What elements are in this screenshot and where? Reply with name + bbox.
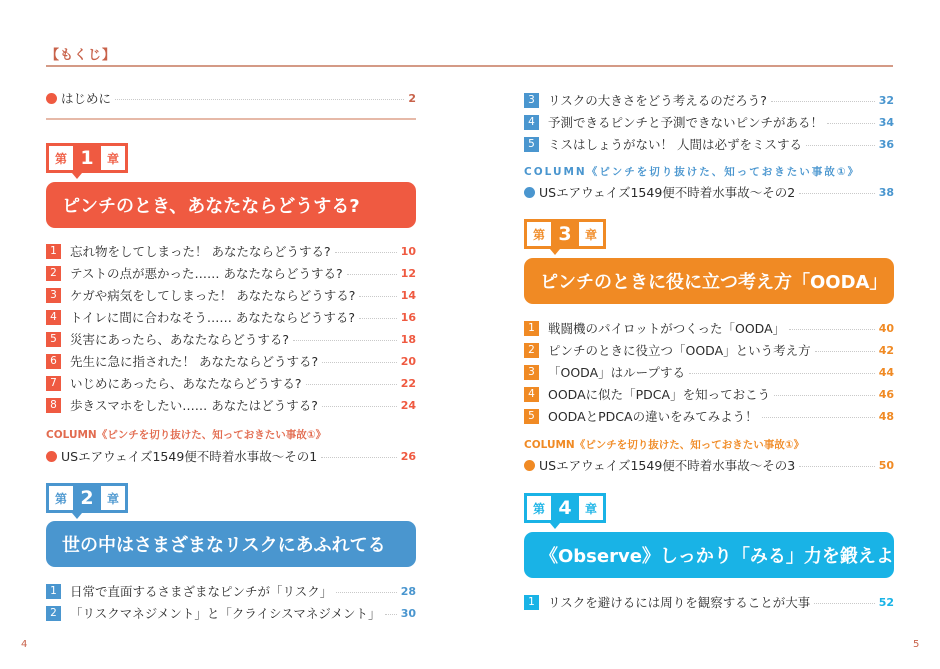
page-folio-right: 5 [913, 639, 920, 650]
dot-leader [789, 329, 875, 330]
entry-label: 「リスクマネジメント」と「クライシスマネジメント」 [70, 606, 381, 621]
item-number: 1 [524, 321, 539, 336]
chapter-suffix: 章 [101, 146, 125, 170]
page-number: 32 [878, 93, 894, 107]
entry-label: はじめに [61, 91, 112, 106]
entry-label: 歩きスマホをしたい…… あなたはどうする? [70, 398, 318, 413]
badge-pointer-icon [72, 173, 82, 179]
page-number: 14 [400, 288, 416, 302]
toc-entry[interactable] [46, 285, 416, 305]
dot-leader [335, 252, 397, 253]
page-number: 28 [400, 584, 416, 598]
chapter-2-title[interactable]: 世の中はさまざまなリスクにあふれてる [46, 521, 416, 567]
entry-label: USエアウェイズ1549便不時着水事故〜その3 [539, 458, 796, 473]
entry-label: いじめにあったら、あなたならどうする? [70, 376, 302, 391]
entry-label: 「OODA」はループする [548, 365, 686, 380]
dot-leader [336, 592, 396, 593]
chapter-prefix: 第 [527, 496, 551, 520]
toc-entry[interactable] [524, 112, 894, 132]
page-number: 38 [878, 185, 894, 199]
item-number: 1 [46, 584, 61, 599]
toc-entry[interactable] [524, 362, 894, 382]
item-number: 5 [46, 332, 61, 347]
item-number: 2 [46, 606, 61, 621]
toc-title: 【もくじ】 [46, 48, 117, 63]
item-number: 2 [46, 266, 61, 281]
chapter-4-badge [524, 493, 606, 523]
toc-entry[interactable] [46, 603, 416, 623]
chapter-prefix: 第 [49, 146, 73, 170]
dot-leader [115, 99, 404, 100]
toc-entry[interactable] [524, 592, 894, 612]
bullet-dot-icon [524, 460, 535, 471]
chapter-prefix: 第 [49, 486, 73, 510]
column-heading: COLUMN《ピンチを切り抜けた、知っておきたい事故①》 [524, 439, 805, 451]
item-number: 4 [524, 115, 539, 130]
chapter-number: 3 [558, 223, 572, 245]
entry-label: 予測できるピンチと予測できないピンチがある！ [548, 115, 824, 130]
chapter-3-badge [524, 219, 606, 249]
chapter-3-title[interactable]: ピンチのときに役に立つ考え方「OODA」 [524, 258, 894, 304]
chapter-suffix: 章 [579, 222, 603, 246]
dot-leader [321, 457, 396, 458]
page-folio-left: 4 [21, 639, 28, 650]
entry-label: 戦闘機のパイロットがつくった「OODA」 [548, 321, 786, 336]
chapter-number: 4 [558, 497, 572, 519]
entry-label: ミスはしょうがない！ 人間は必ずをミスする [548, 137, 802, 152]
page-number: 44 [878, 365, 894, 379]
toc-entry-column[interactable] [524, 455, 894, 475]
item-number: 7 [46, 376, 61, 391]
column-heading: COLUMN《ピンチを切り抜けた、知っておきたい事故①》 [524, 166, 861, 178]
chapter-number: 2 [80, 487, 94, 509]
toc-entry[interactable] [46, 329, 416, 349]
dot-leader [322, 406, 397, 407]
dot-leader [347, 274, 397, 275]
dot-leader [799, 193, 874, 194]
dot-leader [359, 296, 396, 297]
item-number: 3 [524, 365, 539, 380]
toc-entry[interactable] [524, 340, 894, 360]
entry-label: OODAとPDCAの違いをみてみよう！ [548, 409, 758, 424]
entry-label: リスクを避けるには周りを観察することが大事 [548, 595, 811, 610]
item-number: 1 [524, 595, 539, 610]
entry-label: OODAに似た「PDCA」を知っておこう [548, 387, 771, 402]
page-number: 20 [400, 354, 416, 368]
column-heading: COLUMN《ピンチを切り抜けた、知っておきたい事故①》 [46, 429, 327, 441]
dot-leader [306, 384, 397, 385]
item-number: 5 [524, 137, 539, 152]
page-number: 24 [400, 398, 416, 412]
top-divider [46, 65, 893, 67]
toc-entry[interactable] [46, 581, 416, 601]
badge-pointer-icon [72, 513, 82, 519]
dot-leader [322, 362, 397, 363]
chapter-2-badge [46, 483, 128, 513]
page-number: 52 [878, 595, 894, 609]
item-number: 3 [524, 93, 539, 108]
toc-entry[interactable] [46, 307, 416, 327]
dot-leader [359, 318, 397, 319]
page-number: 10 [400, 244, 416, 258]
item-number: 8 [46, 398, 61, 413]
chapter-1-badge [46, 143, 128, 173]
page-number: 34 [878, 115, 894, 129]
toc-entry-column[interactable] [46, 446, 416, 466]
toc-entry[interactable] [524, 384, 894, 404]
entry-label: USエアウェイズ1549便不時着水事故〜その1 [61, 449, 318, 464]
toc-entry[interactable] [524, 134, 894, 154]
entry-label: トイレに間に合わなそう…… あなたならどうする? [70, 310, 355, 325]
page-number: 2 [408, 91, 416, 105]
entry-label: 災害にあったら、あなたならどうする? [70, 332, 290, 347]
entry-label: テストの点が悪かった…… あなたならどうする? [70, 266, 343, 281]
intro-divider [46, 118, 416, 120]
page-number: 36 [878, 137, 894, 151]
page-number: 30 [400, 606, 416, 620]
page-number: 42 [878, 343, 894, 357]
dot-leader [815, 351, 875, 352]
dot-leader [771, 101, 875, 102]
toc-entry[interactable] [524, 90, 894, 110]
item-number: 5 [524, 409, 539, 424]
dot-leader [762, 417, 875, 418]
dot-leader [689, 373, 875, 374]
page-number: 12 [400, 266, 416, 280]
item-number: 3 [46, 288, 61, 303]
entry-label: 忘れ物をしてしまった！ あなたならどうする? [70, 244, 331, 259]
dot-leader [799, 466, 874, 467]
page-number: 18 [400, 332, 416, 346]
item-number: 4 [46, 310, 61, 325]
toc-entry-intro[interactable] [46, 88, 416, 108]
item-number: 1 [46, 244, 61, 259]
chapter-4-title[interactable]: 《Observe》しっかり「みる」力を鍛えよう！ [524, 532, 894, 578]
page-number: 40 [878, 321, 894, 335]
badge-pointer-icon [550, 523, 560, 529]
toc-entry[interactable] [46, 395, 416, 415]
dot-leader [774, 395, 875, 396]
toc-entry[interactable] [46, 263, 416, 283]
chapter-1-title[interactable]: ピンチのとき、あなたならどうする? [46, 182, 416, 228]
page-number: 46 [878, 387, 894, 401]
entry-label: 先生に急に指された！ あなたならどうする? [70, 354, 319, 369]
dot-leader [385, 614, 397, 615]
toc-entry[interactable] [524, 318, 894, 338]
item-number: 4 [524, 387, 539, 402]
entry-label: ピンチのときに役立つ「OODA」という考え方 [548, 343, 811, 358]
chapter-prefix: 第 [527, 222, 551, 246]
page-number: 22 [400, 376, 416, 390]
toc-entry-column[interactable] [524, 182, 894, 202]
entry-label: リスクの大きさをどう考えるのだろう? [548, 93, 767, 108]
page-number: 50 [878, 458, 894, 472]
item-number: 6 [46, 354, 61, 369]
toc-entry[interactable] [524, 406, 894, 426]
bullet-dot-icon [46, 93, 57, 104]
dot-leader [293, 340, 397, 341]
toc-entry[interactable] [46, 373, 416, 393]
chapter-suffix: 章 [101, 486, 125, 510]
page-number: 26 [400, 449, 416, 463]
toc-entry[interactable] [46, 351, 416, 371]
bullet-dot-icon [46, 451, 57, 462]
badge-pointer-icon [550, 249, 560, 255]
page-number: 16 [400, 310, 416, 324]
dot-leader [827, 123, 875, 124]
dot-leader [806, 145, 875, 146]
entry-label: ケガや病気をしてしまった！ あなたならどうする? [70, 288, 356, 303]
page-number: 48 [878, 409, 894, 423]
chapter-number: 1 [80, 147, 94, 169]
chapter-suffix: 章 [579, 496, 603, 520]
item-number: 2 [524, 343, 539, 358]
entry-label: USエアウェイズ1549便不時着水事故〜その2 [539, 185, 796, 200]
toc-entry[interactable] [46, 241, 416, 261]
entry-label: 日常で直面するさまざまなピンチが「リスク」 [70, 584, 333, 599]
dot-leader [814, 603, 874, 604]
bullet-dot-icon [524, 187, 535, 198]
